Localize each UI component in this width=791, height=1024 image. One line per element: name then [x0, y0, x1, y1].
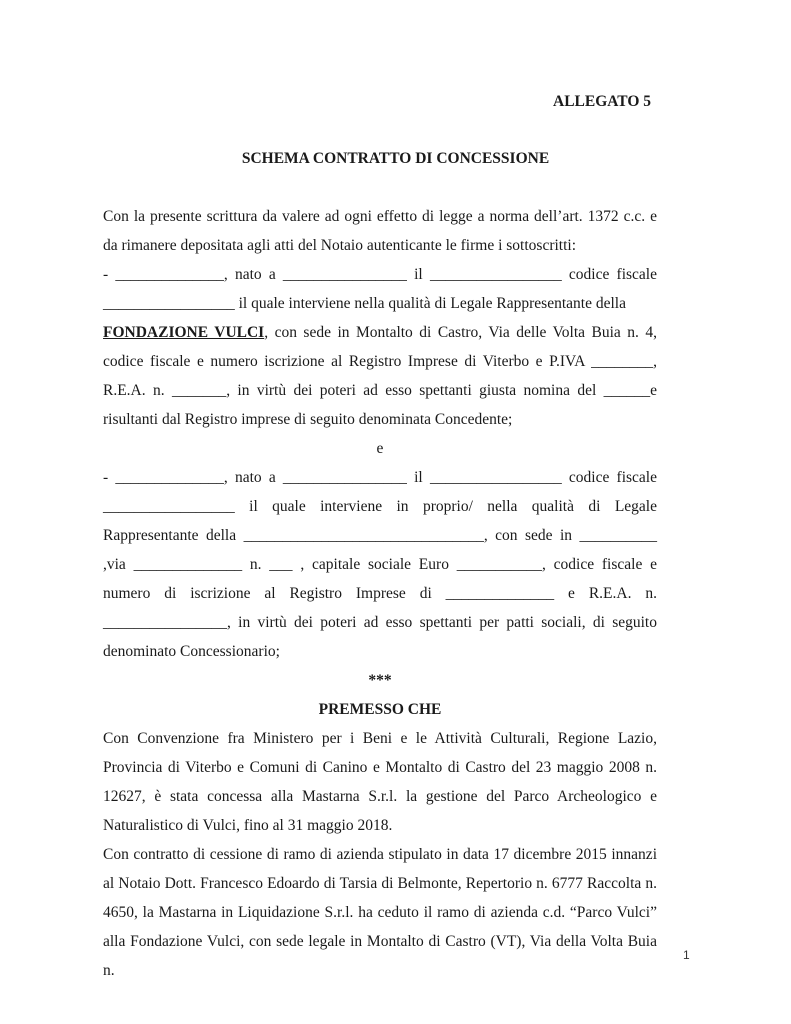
party1-rest: , con sede in Montalto di Castro, Via delle Volta Buia n. 4, codice fiscale e numero iscrizione al Registro Imprese di Viterbo e P.IVA ________, R.E.A. n. _______, in virtù dei poteri ad esso spettanti giusta nomina del ______e risultanti dal Registro imprese di seguito denominata Concedente; — [103, 324, 657, 428]
premesso-paragraph-2: Con contratto di cessione di ramo di azienda stipulato in data 17 dicembre 2015 innanzi al Notaio Dott. Francesco Edoardo di Tarsia di Belmonte, Repertorio n. 6777 Raccolta n. 4650, la Mastarna in Liquidazione S.r.l. ha ceduto il ramo di azienda c.d. “Parco Vulci” alla Fondazione Vulci, con sede legale in Montalto di Castro (VT), Via della Volta Buia n. — [103, 846, 657, 979]
party1-text: - ______________, nato a ________________ il _________________ codice fiscale _________________ il quale interviene nella qualità di Legale Rappresentante della — [103, 266, 657, 312]
page-number: 1 — [683, 948, 690, 962]
section-separator: *** — [368, 672, 392, 689]
intro-paragraph: Con la presente scrittura da valere ad ogni effetto di legge a norma dell’art. 1372 c.c. e da rimanere depositata agli atti del Notaio autenticante le firme i sottoscritti: — [103, 208, 657, 254]
conjunction: e — [376, 440, 384, 457]
party1-entity-name: FONDAZIONE VULCI — [103, 324, 265, 341]
premesso-heading: PREMESSO CHE — [318, 701, 442, 718]
document-body — [103, 202, 657, 985]
attachment-label: ALLEGATO 5 — [553, 93, 652, 110]
document-title: SCHEMA CONTRATTO DI CONCESSIONE — [241, 150, 550, 167]
party2-paragraph: - ______________, nato a ________________ il _________________ codice fiscale _________________ il quale interviene in proprio/ nella qualità di Legale Rappresentante della _______________________________, con sede in __________ ,via ______________ n. ___ , capitale sociale Euro ___________, codice fiscale e numero di iscrizione al Registro Imprese di ______________ e R.E.A. n. ________________, in virtù dei poteri ad esso spettanti per patti sociali, di seguito denominato Concessionario; — [103, 469, 657, 660]
premesso-paragraph-1: Con Convenzione fra Ministero per i Beni e le Attività Culturali, Regione Lazio, Provincia di Viterbo e Comuni di Canino e Montalto di Castro del 23 maggio 2008 n. 12627, è stata concessa alla Mastarna S.r.l. la gestione del Parco Archeologico e Naturalistico di Vulci, fino al 31 maggio 2018. — [103, 730, 657, 834]
party1-paragraph — [103, 260, 657, 434]
